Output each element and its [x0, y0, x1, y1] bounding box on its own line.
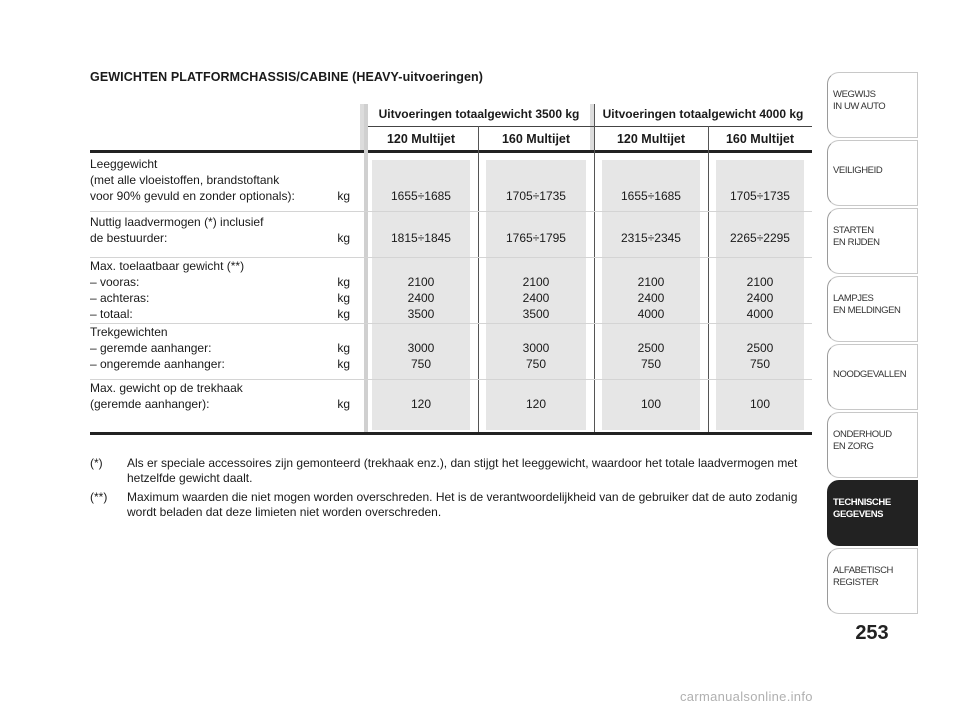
cell-value: 750	[640, 357, 662, 371]
sidebar-tab[interactable]	[827, 412, 918, 478]
table-cell	[708, 324, 812, 372]
sidebar-tab-label: EN RIJDEN	[833, 237, 880, 248]
sidebar-tab-label: EN ZORG	[833, 441, 874, 452]
sidebar-tab[interactable]	[827, 548, 918, 614]
cell-value	[364, 324, 478, 340]
footnote-marker: (**)	[90, 490, 108, 504]
cell-value: 4000	[746, 307, 774, 321]
cell-value	[708, 214, 812, 230]
cell-value: 2400	[407, 291, 435, 305]
cell-value	[708, 324, 812, 340]
cell-value	[364, 214, 478, 230]
unit-label: kg	[337, 341, 350, 355]
table-cell	[364, 380, 478, 412]
header-rule	[90, 150, 812, 153]
table-cell	[708, 258, 812, 322]
cell-value	[708, 380, 812, 396]
table-cell	[594, 380, 708, 412]
cell-value: 2400	[746, 291, 774, 305]
cell-value: 750	[749, 357, 771, 371]
cell-value	[364, 258, 478, 274]
cell-value: 1655÷1685	[621, 189, 681, 203]
cell-value: 2400	[637, 291, 665, 305]
sidebar-tab-label: VEILIGHEID	[833, 165, 883, 176]
cell-value: 100	[640, 397, 662, 411]
table-cell	[594, 258, 708, 322]
column-header: 120 Multijet	[616, 132, 686, 146]
row-label-line: Max. toelaatbaar gewicht (**)	[90, 259, 245, 273]
footnotes	[90, 456, 812, 524]
cell-value: 2400	[522, 291, 550, 305]
cell-value	[708, 258, 812, 274]
cell-value	[594, 214, 708, 230]
cell-value	[594, 324, 708, 340]
cell-value	[364, 380, 478, 396]
cell-value	[594, 380, 708, 396]
cell-value: 4000	[637, 307, 665, 321]
sidebar-tab[interactable]	[827, 480, 918, 546]
cell-value: 3500	[407, 307, 435, 321]
table-cell	[364, 214, 478, 246]
sidebar-tab-label: TECHNISCHE	[833, 497, 891, 508]
row-label-line: de bestuurder:	[90, 231, 168, 245]
sidebar-tab[interactable]	[827, 276, 918, 342]
row-label	[90, 214, 352, 246]
sidebar-tab-label: ONDERHOUD	[833, 429, 892, 440]
unit-label: kg	[337, 291, 350, 305]
sidebar-tab-label: REGISTER	[833, 577, 879, 588]
footnote	[90, 456, 812, 486]
table-cell	[708, 380, 812, 412]
footnote	[90, 490, 812, 520]
table-cell	[594, 214, 708, 246]
page-number: 253	[855, 622, 889, 644]
cell-value: 1765÷1795	[506, 231, 566, 245]
cell-value	[478, 156, 594, 172]
cell-value: 3500	[522, 307, 550, 321]
cell-value	[478, 172, 594, 188]
sidebar-tab-label: NOODGEVALLEN	[833, 369, 907, 380]
unit-label: kg	[337, 275, 350, 289]
page-title: GEWICHTEN PLATFORMCHASSIS/CABINE (HEAVY-uitvoeringen)	[90, 70, 484, 84]
row-label-line: Leeggewicht	[90, 157, 158, 171]
cell-value: 120	[410, 397, 432, 411]
cell-value: 2100	[746, 275, 774, 289]
unit-label: kg	[337, 307, 350, 321]
sidebar-tab-label: EN MELDINGEN	[833, 305, 901, 316]
cell-value	[478, 258, 594, 274]
cell-value: 750	[410, 357, 432, 371]
cell-value: 1655÷1685	[391, 189, 451, 203]
cell-value: 1705÷1735	[730, 189, 790, 203]
row-label-line: – achteras:	[90, 291, 150, 305]
row-label	[90, 156, 352, 204]
group-header: Uitvoeringen totaalgewicht 4000 kg	[602, 107, 804, 121]
row-label	[90, 324, 352, 372]
group-header-rule	[364, 126, 812, 127]
cell-value: 2500	[746, 341, 774, 355]
cell-value: 2100	[522, 275, 550, 289]
table-cell	[478, 156, 594, 204]
table-cell	[478, 324, 594, 372]
row-label-line: voor 90% gevuld en zonder optionals):	[90, 189, 295, 203]
cell-value	[478, 380, 594, 396]
column-header: 160 Multijet	[725, 132, 795, 146]
cell-value: 750	[525, 357, 547, 371]
cell-value: 3000	[407, 341, 435, 355]
table-cell	[364, 156, 478, 204]
cell-value	[478, 214, 594, 230]
cell-value	[364, 172, 478, 188]
footnote-text: Maximum waarden die niet mogen worden overschreden. Het is de verantwoordelijkheid van de gebruiker dat de auto zodanig wordt beladen dat deze limieten niet worden overschreden.	[127, 490, 798, 519]
cell-value: 120	[525, 397, 547, 411]
table-cell	[478, 214, 594, 246]
cell-value: 2100	[407, 275, 435, 289]
cell-value: 2500	[637, 341, 665, 355]
table-cell	[478, 258, 594, 322]
watermark: carmanualsonline.info	[680, 689, 813, 704]
bottom-rule	[90, 432, 812, 435]
row-label-line: Max. gewicht op de trekhaak	[90, 381, 243, 395]
cell-value	[708, 172, 812, 188]
sidebar-tab[interactable]	[827, 72, 918, 138]
unit-label: kg	[337, 189, 350, 203]
row-label-line: Nuttig laadvermogen (*) inclusief	[90, 215, 264, 229]
unit-label: kg	[337, 357, 350, 371]
column-header: 120 Multijet	[386, 132, 456, 146]
table-cell	[708, 214, 812, 246]
cell-value	[594, 156, 708, 172]
row-label-line: (geremde aanhanger):	[90, 397, 210, 411]
row-label	[90, 380, 352, 412]
sidebar-tab-label: ALFABETISCH	[833, 565, 894, 576]
cell-value	[594, 172, 708, 188]
cell-value	[594, 258, 708, 274]
row-label-line: Trekgewichten	[90, 325, 168, 339]
cell-value: 100	[749, 397, 771, 411]
group-header: Uitvoeringen totaalgewicht 3500 kg	[378, 107, 580, 121]
row-label-line: – vooras:	[90, 275, 140, 289]
table-cell	[364, 324, 478, 372]
row-label-line: (met alle vloeistoffen, brandstoftank	[90, 173, 280, 187]
sidebar-tab-label: WEGWIJS	[833, 89, 876, 100]
sidebar-tab-label: GEGEVENS	[833, 509, 884, 520]
row-label-line: – totaal:	[90, 307, 133, 321]
table-cell	[594, 156, 708, 204]
cell-value	[478, 324, 594, 340]
cell-value	[364, 156, 478, 172]
cell-value: 2100	[637, 275, 665, 289]
unit-label: kg	[337, 397, 350, 411]
table-cell	[364, 258, 478, 322]
cell-value: 3000	[522, 341, 550, 355]
sidebar-tab-label: IN UW AUTO	[833, 101, 886, 112]
sidebar-tab-label: LAMPJES	[833, 293, 874, 304]
table-cell	[478, 380, 594, 412]
cell-value: 1705÷1735	[506, 189, 566, 203]
footnote-marker: (*)	[90, 456, 103, 470]
table-cell	[594, 324, 708, 372]
footnote-text: Als er speciale accessoires zijn gemonteerd (trekhaak enz.), dan stijgt het leeggewicht, waardoor het totale laadvermogen met hetzelfde gewicht daalt.	[127, 456, 798, 485]
cell-value: 1815÷1845	[391, 231, 451, 245]
sidebar-tab[interactable]	[827, 140, 918, 206]
row-label-line: – ongeremde aanhanger:	[90, 357, 225, 371]
weights-table	[90, 104, 812, 434]
sidebar-tab[interactable]	[827, 208, 918, 274]
cell-value: 2265÷2295	[730, 231, 790, 245]
row-separator	[90, 211, 812, 212]
sidebar-tab-label: STARTEN	[833, 225, 874, 236]
cell-value: 2315÷2345	[621, 231, 681, 245]
unit-label: kg	[337, 231, 350, 245]
table-cell	[708, 156, 812, 204]
row-label	[90, 258, 352, 322]
row-label-line: – geremde aanhanger:	[90, 341, 212, 355]
cell-value	[708, 156, 812, 172]
sidebar-tab[interactable]	[827, 344, 918, 410]
column-header: 160 Multijet	[501, 132, 571, 146]
